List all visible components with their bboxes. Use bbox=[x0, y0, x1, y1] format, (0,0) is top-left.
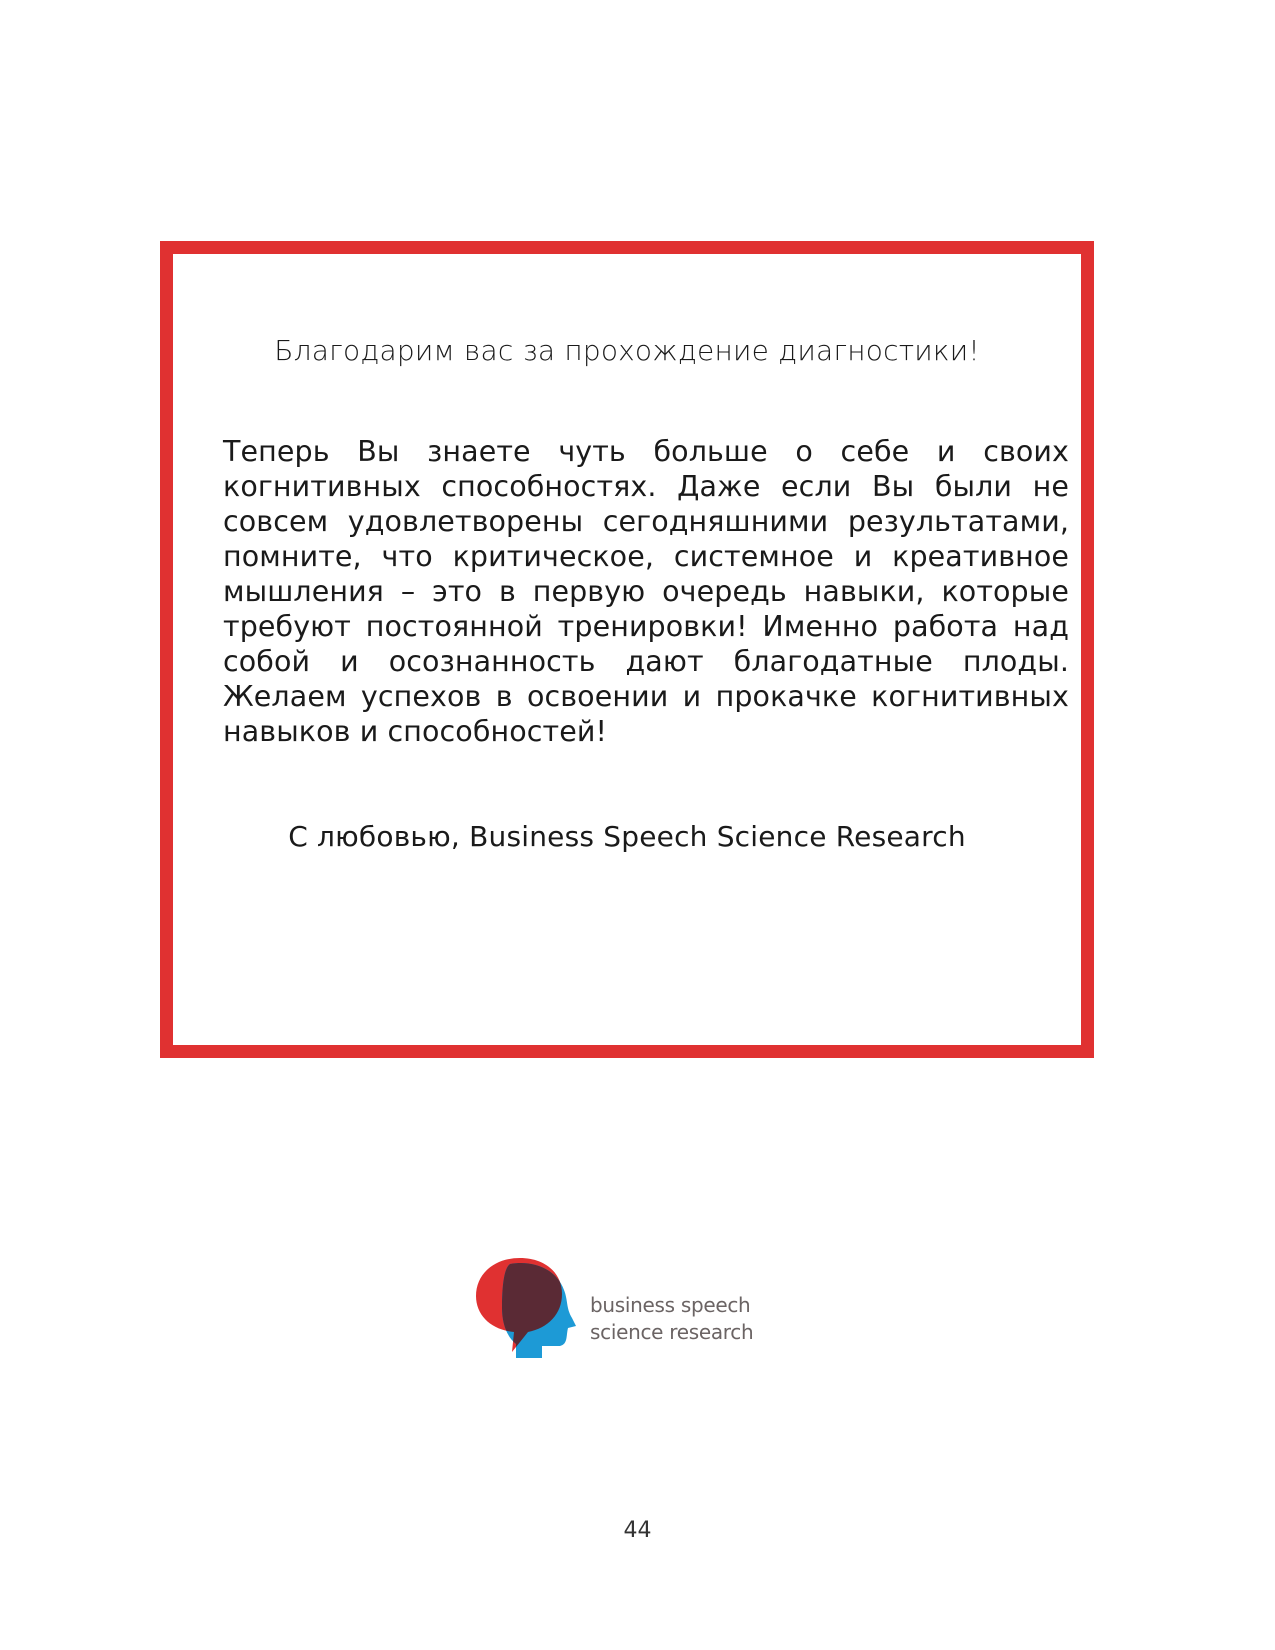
logo-wordmark bbox=[590, 1292, 753, 1346]
speech-bubble-head-logo-icon bbox=[476, 1256, 586, 1360]
signature: С любовью, Business Speech Science Research bbox=[288, 820, 966, 853]
message-frame bbox=[160, 241, 1094, 1058]
message-body: Теперь Вы знаете чуть больше о себе и своих когнитивных способностях. Даже если Вы были не совсем удовлетворены сегодняшними результатами, помните, что критическое, системное и креативное мышления – это в первую очередь навыки, которые требуют постоянной тренировки! Именно работа над собой и осознанность дают благодатные плоды. Желаем успехов в освоении и прокачке когнитивных навыков и способностей! bbox=[223, 435, 1069, 748]
page-number: 44 bbox=[623, 1518, 652, 1543]
company-logo bbox=[476, 1256, 796, 1360]
logo-line-1: business speech bbox=[590, 1293, 751, 1317]
logo-line-2: science research bbox=[590, 1320, 754, 1344]
thanks-heading: Благодарим вас за прохождение диагностики! bbox=[274, 334, 980, 367]
